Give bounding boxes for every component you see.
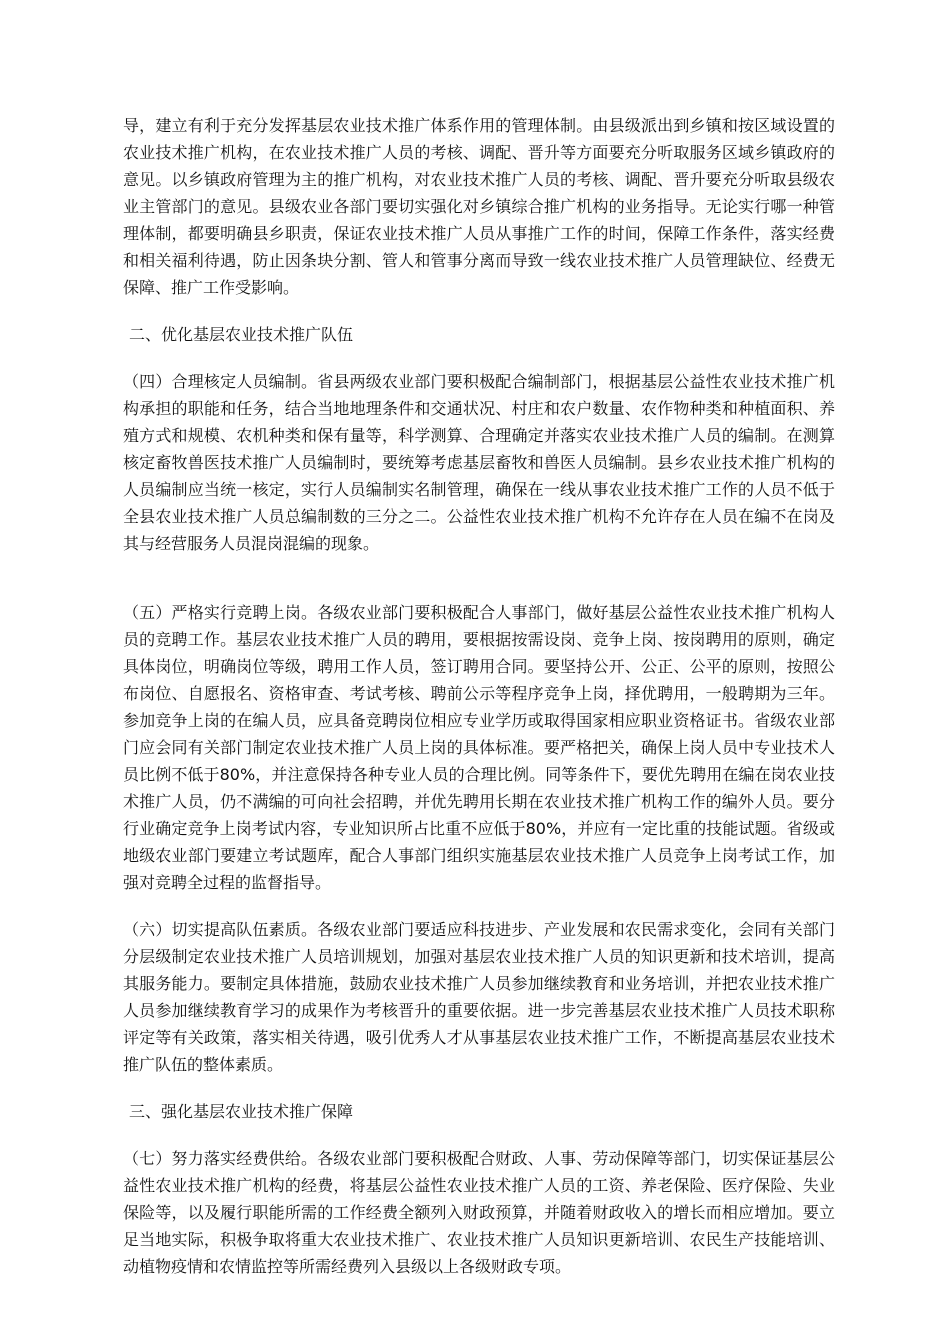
paragraph-item-6: （六）切实提高队伍素质。各级农业部门要适应科技进步、产业发展和农民需求变化，会同有关部门分层级制定农业技术推广人员培训规划，加强对基层农业技术推广人员的知识更新和技术培训，提高其服务能力。要制定具体措施，鼓励农业技术推广人员参加继续教育和业务培训，并把农业技术推广人员参加继续教育学习的成果作为考核晋升的重要依据。进一步完善基层农业技术推广人员技术职称评定等有关政策，落实相关待遇，吸引优秀人才从事基层农业技术推广工作，不断提高基层农业技术推广队伍的整体素质。 <box>123 920 835 1074</box>
paragraph-item-7: （七）努力落实经费供给。各级农业部门要积极配合财政、人事、劳动保障等部门，切实保证基层公益性农业技术推广机构的经费，将基层公益性农业技术推广人员的工资、养老保险、医疗保险、失业保险等，以及履行职能所需的工作经费全额列入财政预算，并随着财政收入的增长而相应增加。要立足当地实际，积极争取将重大农业技术推广、农业技术推广人员知识更新培训、农民生产技能培训、动植物疫情和农情监控等所需经费列入县级以上各级财政专项。 <box>123 1149 835 1276</box>
paragraph-spacer <box>123 896 835 916</box>
paragraph-spacer <box>123 557 835 599</box>
paragraph-spacer <box>123 1125 835 1145</box>
section-heading-2: 二、优化基层农业技术推广队伍 <box>129 325 354 344</box>
paragraph-item-4: （四）合理核定人员编制。省县两级农业部门要积极配合编制部门，根据基层公益性农业技术推广机构承担的职能和任务，结合当地地理条件和交通状况、村庄和农户数量、农作物种类和种植面积、养殖方式和规模、农机种类和保有量等，科学测算、合理确定并落实农业技术推广人员的编制。在测算核定畜牧兽医技术推广人员编制时，要统筹考虑基层畜牧和兽医人员编制。县乡农业技术推广机构的人员编制应当统一核定，实行人员编制实名制管理，确保在一线从事农业技术推广工作的人员不低于全县农业技术推广人员总编制数的三分之二。公益性农业技术推广机构不允许存在人员在编不在岗及其与经营服务人员混岗混编的现象。 <box>123 372 835 553</box>
paragraph-spacer <box>123 1078 835 1098</box>
paragraph-item-5: （五）严格实行竞聘上岗。各级农业部门要积极配合人事部门，做好基层公益性农业技术推广机构人员的竞聘工作。基层农业技术推广人员的聘用，要根据按需设岗、竞争上岗、按岗聘用的原则，确定具体岗位，明确岗位等级，聘用工作人员，签订聘用合同。要坚持公开、公正、公平的原则，按照公布岗位、自愿报名、资格审查、考试考核、聘前公示等程序竞争上岗，择优聘用，一般聘期为三年。参加竞争上岗的在编人员，应具备竞聘岗位相应专业学历或取得国家相应职业资格证书。省级农业部门应会同有关部门制定农业技术推广人员上岗的具体标准。要严格把关，确保上岗人员中专业技术人员比例不低于80%，并注意保持各种专业人员的合理比例。同等条件下，要优先聘用在编在岗农业技术推广人员，仍不满编的可向社会招聘，并优先聘用长期在农业技术推广机构工作的编外人员。要分行业确定竞争上岗考试内容，专业知识所占比重不应低于80%，并应有一定比重的技能试题。省级或地级农业部门要建立考试题库，配合人事部门组织实施基层农业技术推广人员竞争上岗考试工作，加强对竞聘全过程的监督指导。 <box>123 603 835 892</box>
paragraph-intro: 导，建立有利于充分发挥基层农业技术推广体系作用的管理体制。由县级派出到乡镇和按区域设置的农业技术推广机构，在农业技术推广人员的考核、调配、晋升等方面要充分听取服务区域乡镇政府的意见。以乡镇政府管理为主的推广机构，对农业技术推广人员的考核、调配、晋升要充分听取县级农业主管部门的意见。县级农业各部门要切实强化对乡镇综合推广机构的业务指导。无论实行哪一种管理体制，都要明确县乡职责，保证农业技术推广人员从事推广工作的时间，保障工作条件，落实经费和相关福利待遇，防止因条块分割、管人和管事分离而导致一线农业技术推广人员管理缺位、经费无保障、推广工作受影响。 <box>123 116 835 297</box>
section-heading-3: 三、强化基层农业技术推广保障 <box>129 1102 354 1121</box>
document-body <box>123 112 835 1280</box>
paragraph-spacer <box>123 348 835 368</box>
paragraph-spacer <box>123 301 835 321</box>
